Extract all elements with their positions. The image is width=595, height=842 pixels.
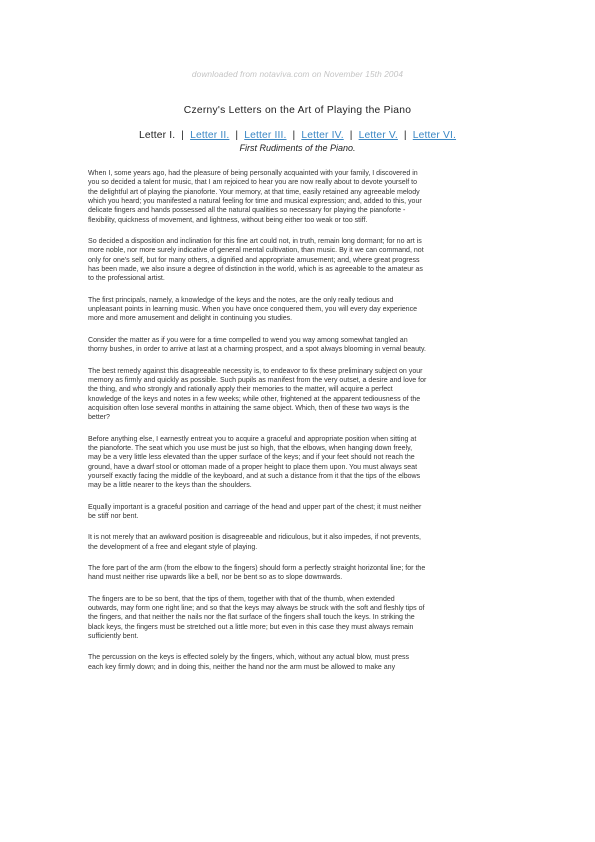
body-paragraph: The fore part of the arm (from the elbow to the fingers) should form a perfectly straight horizontal line; for the hand must neither rise upwards like a bell, nor be bent so as to slope downwards. — [88, 565, 426, 582]
body-paragraph: Consider the matter as if you were for a time compelled to wend you way among somewhat tangled an thorny bushes, in order to arrive at last at a charming prospect, and a spot always blooming in vernal beauty. — [88, 336, 426, 354]
letter-2-link[interactable]: Letter II. — [190, 130, 230, 141]
nav-separator: | — [235, 130, 239, 141]
letter-subtitle: First Rudiments of the Piano. — [239, 143, 356, 153]
current-letter-label: Letter I. — [138, 130, 176, 141]
letter-6-link[interactable]: Letter VI. — [412, 130, 457, 141]
letter-3-link[interactable]: Letter III. — [244, 130, 287, 141]
nav-separator: | — [349, 130, 353, 141]
nav-separator: | — [292, 130, 296, 141]
nav-separator: | — [181, 130, 185, 141]
body-paragraph: It is not merely that an awkward position is disagreeable and ridiculous, but it also impedes, if not prevents, the development of a free and elegant style of playing. — [88, 534, 421, 551]
letter-5-link[interactable]: Letter V. — [358, 130, 398, 141]
body-paragraph: Before anything else, I earnestly entreat you to acquire a graceful and appropriate position when sitting at the pianoforte. The seat which you use must be just so high, that the elbows, when hanging down freely, may be a very little less elevated than the upper surface of the keys; and if your feet should not reach the ground, have a dwarf stool or ottoman made of a proper height to place them upon. You must always seat yourself exactly facing the middle of the keyboard, and at such a distance from it that the tips of the elbows may be a little nearer to the keys than the shoulders. — [88, 435, 421, 490]
nav-separator: | — [403, 130, 407, 141]
body-paragraph: The first principals, namely, a knowledge of the keys and the notes, are the only really tedious and unpleasant points in learning music. When you have once conquered them, you will every day experience more and more amusement and delight in continuing you studies. — [88, 296, 418, 323]
document-title: Czerny's Letters on the Art of Playing the Piano — [183, 105, 412, 116]
letter-body — [88, 169, 513, 684]
download-watermark: downloaded from notaviva.com on November 15th 2004 — [191, 69, 404, 79]
body-paragraph: When I, some years ago, had the pleasure of being personally acquainted with your family, I discovered in you so decided a talent for music, that I am rejoiced to hear you are now really about to devote yourself to the delightful art of playing the pianoforte. Your memory, at that time, easily retained any agreeable melody which you heard; you manifested a natural feeling for time and musical expression; and, added to this, your delicate fingers and hands possessed all the natural qualities so necessary for playing the pianoforte - flexibility, quickness of movement, and lightness, without being either too weak or too stiff. — [88, 170, 422, 224]
body-paragraph: Equally important is a graceful position and carriage of the head and upper part of the chest; it must neither be stiff nor bent. — [88, 503, 422, 520]
body-paragraph: The percussion on the keys is effected solely by the fingers, which, without any actual blow, must press each key firmly down; and in doing this, neither the hand nor the arm must be allowed to make any — [88, 654, 410, 671]
body-paragraph: So decided a disposition and inclination for this fine art could not, in truth, remain long dormant; for no art is more noble, nor more surely indicative of general mental cultivation, than music. By it we can command, not only for one's self, but for many others, a dignified and appropriate amusement; and, where great progress has been made, we also insure a degree of distinction in the world, which is as agreeable to the amateur as to the professional artist. — [88, 238, 424, 283]
letters-navigation — [0, 130, 595, 141]
body-paragraph: The best remedy against this disagreeable necessity is, to endeavor to fix these preliminary subject on your memory as firmly and quickly as possible. Such pupils as manifest from the very outset, a desire and love for the thing, and who strongly and rationally apply their memories to the matter, will acquire a perfect knowledge of the keys and notes in a few weeks; while other, frightened at the apparent tediousness of the acquisition often lose several months in attaining the same object. Which, then of these two ways is the better? — [88, 367, 427, 422]
letter-4-link[interactable]: Letter IV. — [301, 130, 344, 141]
body-paragraph: The fingers are to be so bent, that the tips of them, together with that of the thumb, when extended outwards, may form one right line; and so that the keys may always be struck with the soft and fleshly tips of the fingers, and that neither the nails nor the flat surface of the fingers shall touch the keys. In striking the black keys, the fingers must be stretched out a little more; but even in this case they must always remain sufficiently bent. — [88, 595, 425, 641]
